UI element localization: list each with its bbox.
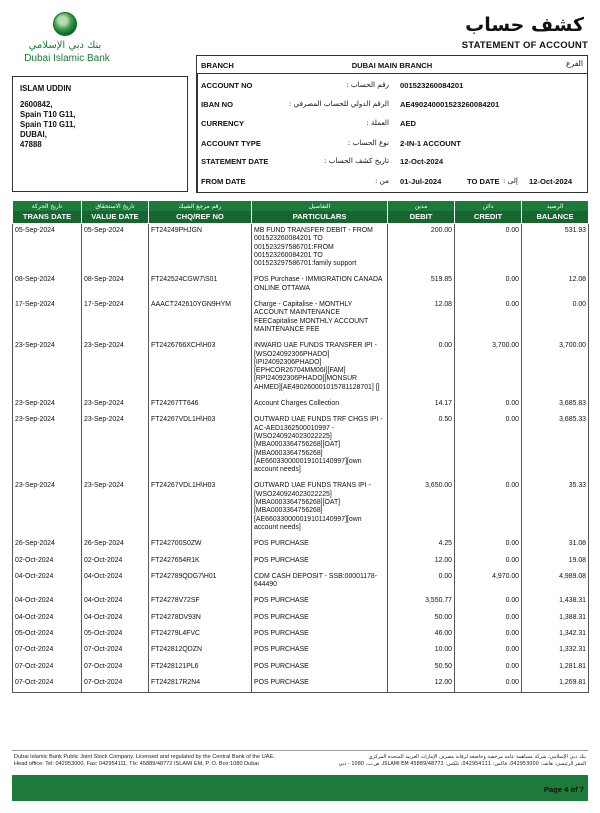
col-credit: دائن CREDIT <box>455 201 522 224</box>
table-row <box>13 570 589 595</box>
table-row <box>13 676 589 693</box>
cell-trans-date: 17-Sep-2024 <box>13 298 82 339</box>
to-date-label-arabic: : إلى <box>503 176 518 185</box>
account-no-label: ACCOUNT NO <box>201 81 253 90</box>
bank-name-arabic: بنك دبي الإسلامي <box>28 40 102 51</box>
cell-balance: 3,685.83 <box>522 397 589 413</box>
cell-trans-date: 05-Sep-2024 <box>13 224 82 274</box>
account-type-label: ACCOUNT TYPE <box>201 139 261 148</box>
cell-credit: 0.00 <box>455 660 522 676</box>
cell-particulars: POS PURCHASE <box>252 676 388 693</box>
date-range-row <box>197 172 587 190</box>
cell-debit: 10.00 <box>388 643 455 659</box>
cell-debit: 14.17 <box>388 397 455 413</box>
cell-debit: 3,550.77 <box>388 594 455 610</box>
statement-date-row <box>197 152 587 170</box>
cell-debit: 12.08 <box>388 298 455 339</box>
table-row <box>13 611 589 627</box>
cell-balance: 531.93 <box>522 224 589 274</box>
cell-balance: 1,269.81 <box>522 676 589 693</box>
cell-credit: 0.00 <box>455 627 522 643</box>
cell-value-date: 17-Sep-2024 <box>82 298 149 339</box>
cell-value-date: 26-Sep-2024 <box>82 537 149 553</box>
cell-ref-no: FT2427654R1K <box>149 554 252 570</box>
account-no-value: 001523260084201 <box>400 81 464 90</box>
cell-trans-date: 23-Sep-2024 <box>13 479 82 537</box>
transactions-table <box>12 200 589 693</box>
cell-ref-no: FT242817R2N4 <box>149 676 252 693</box>
cell-ref-no: FT24267TT646 <box>149 397 252 413</box>
cell-ref-no: FT24279L4FVC <box>149 627 252 643</box>
cell-balance: 35.33 <box>522 479 589 537</box>
cell-debit: 0.50 <box>388 413 455 479</box>
cell-balance: 1,281.81 <box>522 660 589 676</box>
cell-balance: 1,388.31 <box>522 611 589 627</box>
cell-particulars: MB FUND TRANSFER DEBIT - FROM 001523260084201 TO 001523297586701:FROM 001523260084201 TO 001523297586701:family support <box>252 224 388 274</box>
currency-row <box>197 114 587 132</box>
footer-english: Dubai Islamic Bank Public Joint Stock Company. Licensed and regulated by the Central Bank of the UAE. Head office: Tel: 042953000, Fax: 042954111, Tlx: 45889/48772 ISLAMI EM, P. O. Box:1080 Dubai <box>14 754 275 767</box>
cell-ref-no: FT242789QDG7\H01 <box>149 570 252 595</box>
table-row <box>13 627 589 643</box>
cell-ref-no: FT24249PHJGN <box>149 224 252 274</box>
currency-label-arabic: العملة : <box>366 118 389 127</box>
col-particulars: التفاصيل PARTICULARS <box>252 201 388 224</box>
table-row <box>13 594 589 610</box>
statement-date-value: 12-Oct-2024 <box>400 157 444 166</box>
cell-credit: 0.00 <box>455 594 522 610</box>
cell-value-date: 05-Sep-2024 <box>82 224 149 274</box>
cell-balance: 12.08 <box>522 273 589 298</box>
cell-ref-no: FT242524CGW7\S01 <box>149 273 252 298</box>
cell-particulars: Charge - Capitalise - MONTHLY ACCOUNT MAINTENANCE FEECapitalise MONTHLY ACCOUNT MAINTENANCE FEE <box>252 298 388 339</box>
cell-trans-date: 23-Sep-2024 <box>13 339 82 397</box>
cell-particulars: POS PURCHASE <box>252 611 388 627</box>
cell-ref-no: FT24278DV93N <box>149 611 252 627</box>
cell-credit: 0.00 <box>455 676 522 693</box>
cell-credit: 0.00 <box>455 413 522 479</box>
cell-credit: 0.00 <box>455 273 522 298</box>
col-value-date: تاريخ الاستحقاق VALUE DATE <box>82 201 149 224</box>
cell-debit: 46.00 <box>388 627 455 643</box>
cell-credit: 0.00 <box>455 611 522 627</box>
account-type-row <box>197 134 587 152</box>
iban-label-arabic: الرقم الدولي للحساب المصرفي : <box>288 99 389 108</box>
cell-particulars: POS PURCHASE <box>252 627 388 643</box>
cell-balance: 3,685.33 <box>522 413 589 479</box>
cell-balance: 4,989.08 <box>522 570 589 595</box>
table-row <box>13 224 589 274</box>
cell-trans-date: 07-Oct-2024 <box>13 660 82 676</box>
cell-value-date: 07-Oct-2024 <box>82 676 149 693</box>
cell-ref-no: FT242812QDZN <box>149 643 252 659</box>
table-row <box>13 339 589 397</box>
currency-label: CURRENCY <box>201 119 245 128</box>
statement-title: STATEMENT OF ACCOUNT <box>461 40 588 51</box>
cell-trans-date: 04-Oct-2024 <box>13 594 82 610</box>
cell-debit: 12.00 <box>388 554 455 570</box>
to-date-label: TO DATE <box>467 177 500 186</box>
table-row <box>13 413 589 479</box>
cell-particulars: Account Charges Collection <box>252 397 388 413</box>
branch-row <box>197 56 587 74</box>
table-row <box>13 397 589 413</box>
iban-row <box>197 95 587 113</box>
cell-particulars: POS PURCHASE <box>252 643 388 659</box>
cell-particulars: POS PURCHASE <box>252 660 388 676</box>
statement-date-label: STATEMENT DATE <box>201 157 269 166</box>
cell-trans-date: 04-Oct-2024 <box>13 611 82 627</box>
cell-trans-date: 23-Sep-2024 <box>13 413 82 479</box>
from-date-label-arabic: من : <box>374 176 389 185</box>
iban-value: AE490240001523260084201 <box>400 100 500 109</box>
table-header-row <box>13 201 589 224</box>
cell-credit: 0.00 <box>455 643 522 659</box>
cell-trans-date: 26-Sep-2024 <box>13 537 82 553</box>
table-row <box>13 273 589 298</box>
footer-arabic: بنك دبي الإسلامي، شركة مساهمة عامة مرخصة وخاضعة لرقابة مصرف الإمارات العربية المتحدة المركزي المقر الرئيسي: هاتف: 042953000، فاكس: 042954111، تلكس: 45889/48772 ISLAMI EM، ص.ب. 1080 - دبي <box>338 754 586 767</box>
cell-particulars: POS PURCHASE <box>252 537 388 553</box>
cell-trans-date: 02-Oct-2024 <box>13 554 82 570</box>
branch-label: BRANCH <box>201 61 234 70</box>
table-row <box>13 660 589 676</box>
table-row <box>13 298 589 339</box>
address-line: Spain T10 G11, <box>20 110 76 119</box>
cell-trans-date: 23-Sep-2024 <box>13 397 82 413</box>
cell-credit: 0.00 <box>455 479 522 537</box>
cell-ref-no: FT2428121PL6 <box>149 660 252 676</box>
cell-credit: 4,970.00 <box>455 570 522 595</box>
bank-name-english: Dubai Islamic Bank <box>24 53 110 64</box>
cell-value-date: 23-Sep-2024 <box>82 339 149 397</box>
cell-debit: 50.50 <box>388 660 455 676</box>
cell-credit: 0.00 <box>455 298 522 339</box>
footer-bar <box>12 775 588 801</box>
cell-particulars: POS PURCHASE <box>252 554 388 570</box>
cell-value-date: 23-Sep-2024 <box>82 413 149 479</box>
currency-value: AED <box>400 119 417 128</box>
table-row <box>13 554 589 570</box>
cell-ref-no: FT2426766XCH\H03 <box>149 339 252 397</box>
cell-balance: 31.08 <box>522 537 589 553</box>
cell-particulars: POS PURCHASE <box>252 594 388 610</box>
cell-value-date: 05-Oct-2024 <box>82 627 149 643</box>
branch-value: DUBAI MAIN BRANCH <box>351 61 433 70</box>
cell-ref-no: AAACT242610YGN9HYM <box>149 298 252 339</box>
cell-trans-date: 07-Oct-2024 <box>13 643 82 659</box>
statement-date-label-arabic: تاريخ كشف الحساب : <box>323 156 389 165</box>
col-balance: الرصيد BALANCE <box>522 201 589 224</box>
col-debit: مدين DEBIT <box>388 201 455 224</box>
cell-ref-no: FT24267VDL1H\H03 <box>149 479 252 537</box>
statement-title-arabic: كشف حساب <box>465 14 584 36</box>
cell-particulars: OUTWARD UAE FUNDS TRANS IPI - [WSO240924023022225] [MBA0003364756268][OAT] [MBA0003364756268] [AE660330000019101140997][own account needs] <box>252 479 388 537</box>
table-row <box>13 643 589 659</box>
cell-credit: 0.00 <box>455 554 522 570</box>
cell-value-date: 23-Sep-2024 <box>82 397 149 413</box>
cell-value-date: 08-Sep-2024 <box>82 273 149 298</box>
cell-debit: 3,650.00 <box>388 479 455 537</box>
customer-name: ISLAM UDDIN <box>20 84 72 93</box>
cell-value-date: 04-Oct-2024 <box>82 594 149 610</box>
iban-label: IBAN NO <box>201 100 234 109</box>
address-line: DUBAI, <box>20 130 47 139</box>
cell-value-date: 07-Oct-2024 <box>82 660 149 676</box>
cell-value-date: 04-Oct-2024 <box>82 611 149 627</box>
cell-credit: 0.00 <box>455 224 522 274</box>
from-date-label: FROM DATE <box>201 177 246 186</box>
cell-balance: 3,700.00 <box>522 339 589 397</box>
cell-value-date: 23-Sep-2024 <box>82 479 149 537</box>
cell-balance: 19.08 <box>522 554 589 570</box>
address-line: Spain T10 G11, <box>20 120 76 129</box>
cell-ref-no: FT24278V72SF <box>149 594 252 610</box>
branch-label-arabic: الفرع <box>566 59 583 68</box>
account-type-label-arabic: نوع الحساب : <box>347 138 389 147</box>
bank-logo-icon <box>53 12 77 36</box>
cell-ref-no: FT24267VDL1H\H03 <box>149 413 252 479</box>
cell-debit: 200.00 <box>388 224 455 274</box>
cell-balance: 1,332.31 <box>522 643 589 659</box>
address-line: 2600842, <box>20 100 53 109</box>
table-row <box>13 537 589 553</box>
from-date-value: 01-Jul-2024 <box>400 177 442 186</box>
cell-debit: 519.85 <box>388 273 455 298</box>
cell-particulars: CDM CASH DEPOSIT - SSB:00001178-644490 <box>252 570 388 595</box>
cell-balance: 1,438.31 <box>522 594 589 610</box>
footer-divider <box>12 750 588 751</box>
to-date-value: 12-Oct-2024 <box>529 177 573 186</box>
account-info-box <box>196 55 588 193</box>
cell-trans-date: 05-Oct-2024 <box>13 627 82 643</box>
address-line: 47888 <box>20 140 42 149</box>
account-no-label-arabic: رقم الحساب : <box>346 80 389 89</box>
account-type-value: 2-IN-1 ACCOUNT <box>400 139 461 148</box>
cell-value-date: 07-Oct-2024 <box>82 643 149 659</box>
page-number: Page 4 of 7 <box>543 785 584 794</box>
cell-trans-date: 08-Sep-2024 <box>13 273 82 298</box>
cell-value-date: 02-Oct-2024 <box>82 554 149 570</box>
cell-particulars: INWARD UAE FUNDS TRANSFER IPI - [WSO24092306PHADO] [IPI24092306PHADO] [EPHCOR26704MM06I][FAM] [RPI24092306PHADO][MONSUR AHMED][AE490260001015781128701] [] <box>252 339 388 397</box>
cell-trans-date: 04-Oct-2024 <box>13 570 82 595</box>
cell-credit: 0.00 <box>455 537 522 553</box>
col-ref-no: رقم مرجع الشيك CHQ/REF NO <box>149 201 252 224</box>
cell-trans-date: 07-Oct-2024 <box>13 676 82 693</box>
cell-credit: 0.00 <box>455 397 522 413</box>
cell-debit: 12.00 <box>388 676 455 693</box>
cell-value-date: 04-Oct-2024 <box>82 570 149 595</box>
cell-debit: 0.00 <box>388 570 455 595</box>
cell-particulars: OUTWARD UAE FUNDS TRF CHGS IPI - AC-AED1362500010997 - [WSO240924023022225] [MBA0003364756268][OAT] [MBA0003364756268] [AE660330000019101140997][own account needs] <box>252 413 388 479</box>
cell-debit: 50.00 <box>388 611 455 627</box>
cell-debit: 4.25 <box>388 537 455 553</box>
cell-debit: 0.00 <box>388 339 455 397</box>
cell-balance: 1,342.31 <box>522 627 589 643</box>
cell-balance: 0.00 <box>522 298 589 339</box>
customer-address-box <box>12 76 188 192</box>
cell-particulars: POS Purchase - IMMIGRATION CANADA ONLINE OTTAWA <box>252 273 388 298</box>
col-trans-date: تاريخ الحركة TRANS DATE <box>13 201 82 224</box>
cell-ref-no: FT242700S0ZW <box>149 537 252 553</box>
cell-credit: 3,700.00 <box>455 339 522 397</box>
account-no-row <box>197 76 587 94</box>
table-row <box>13 479 589 537</box>
